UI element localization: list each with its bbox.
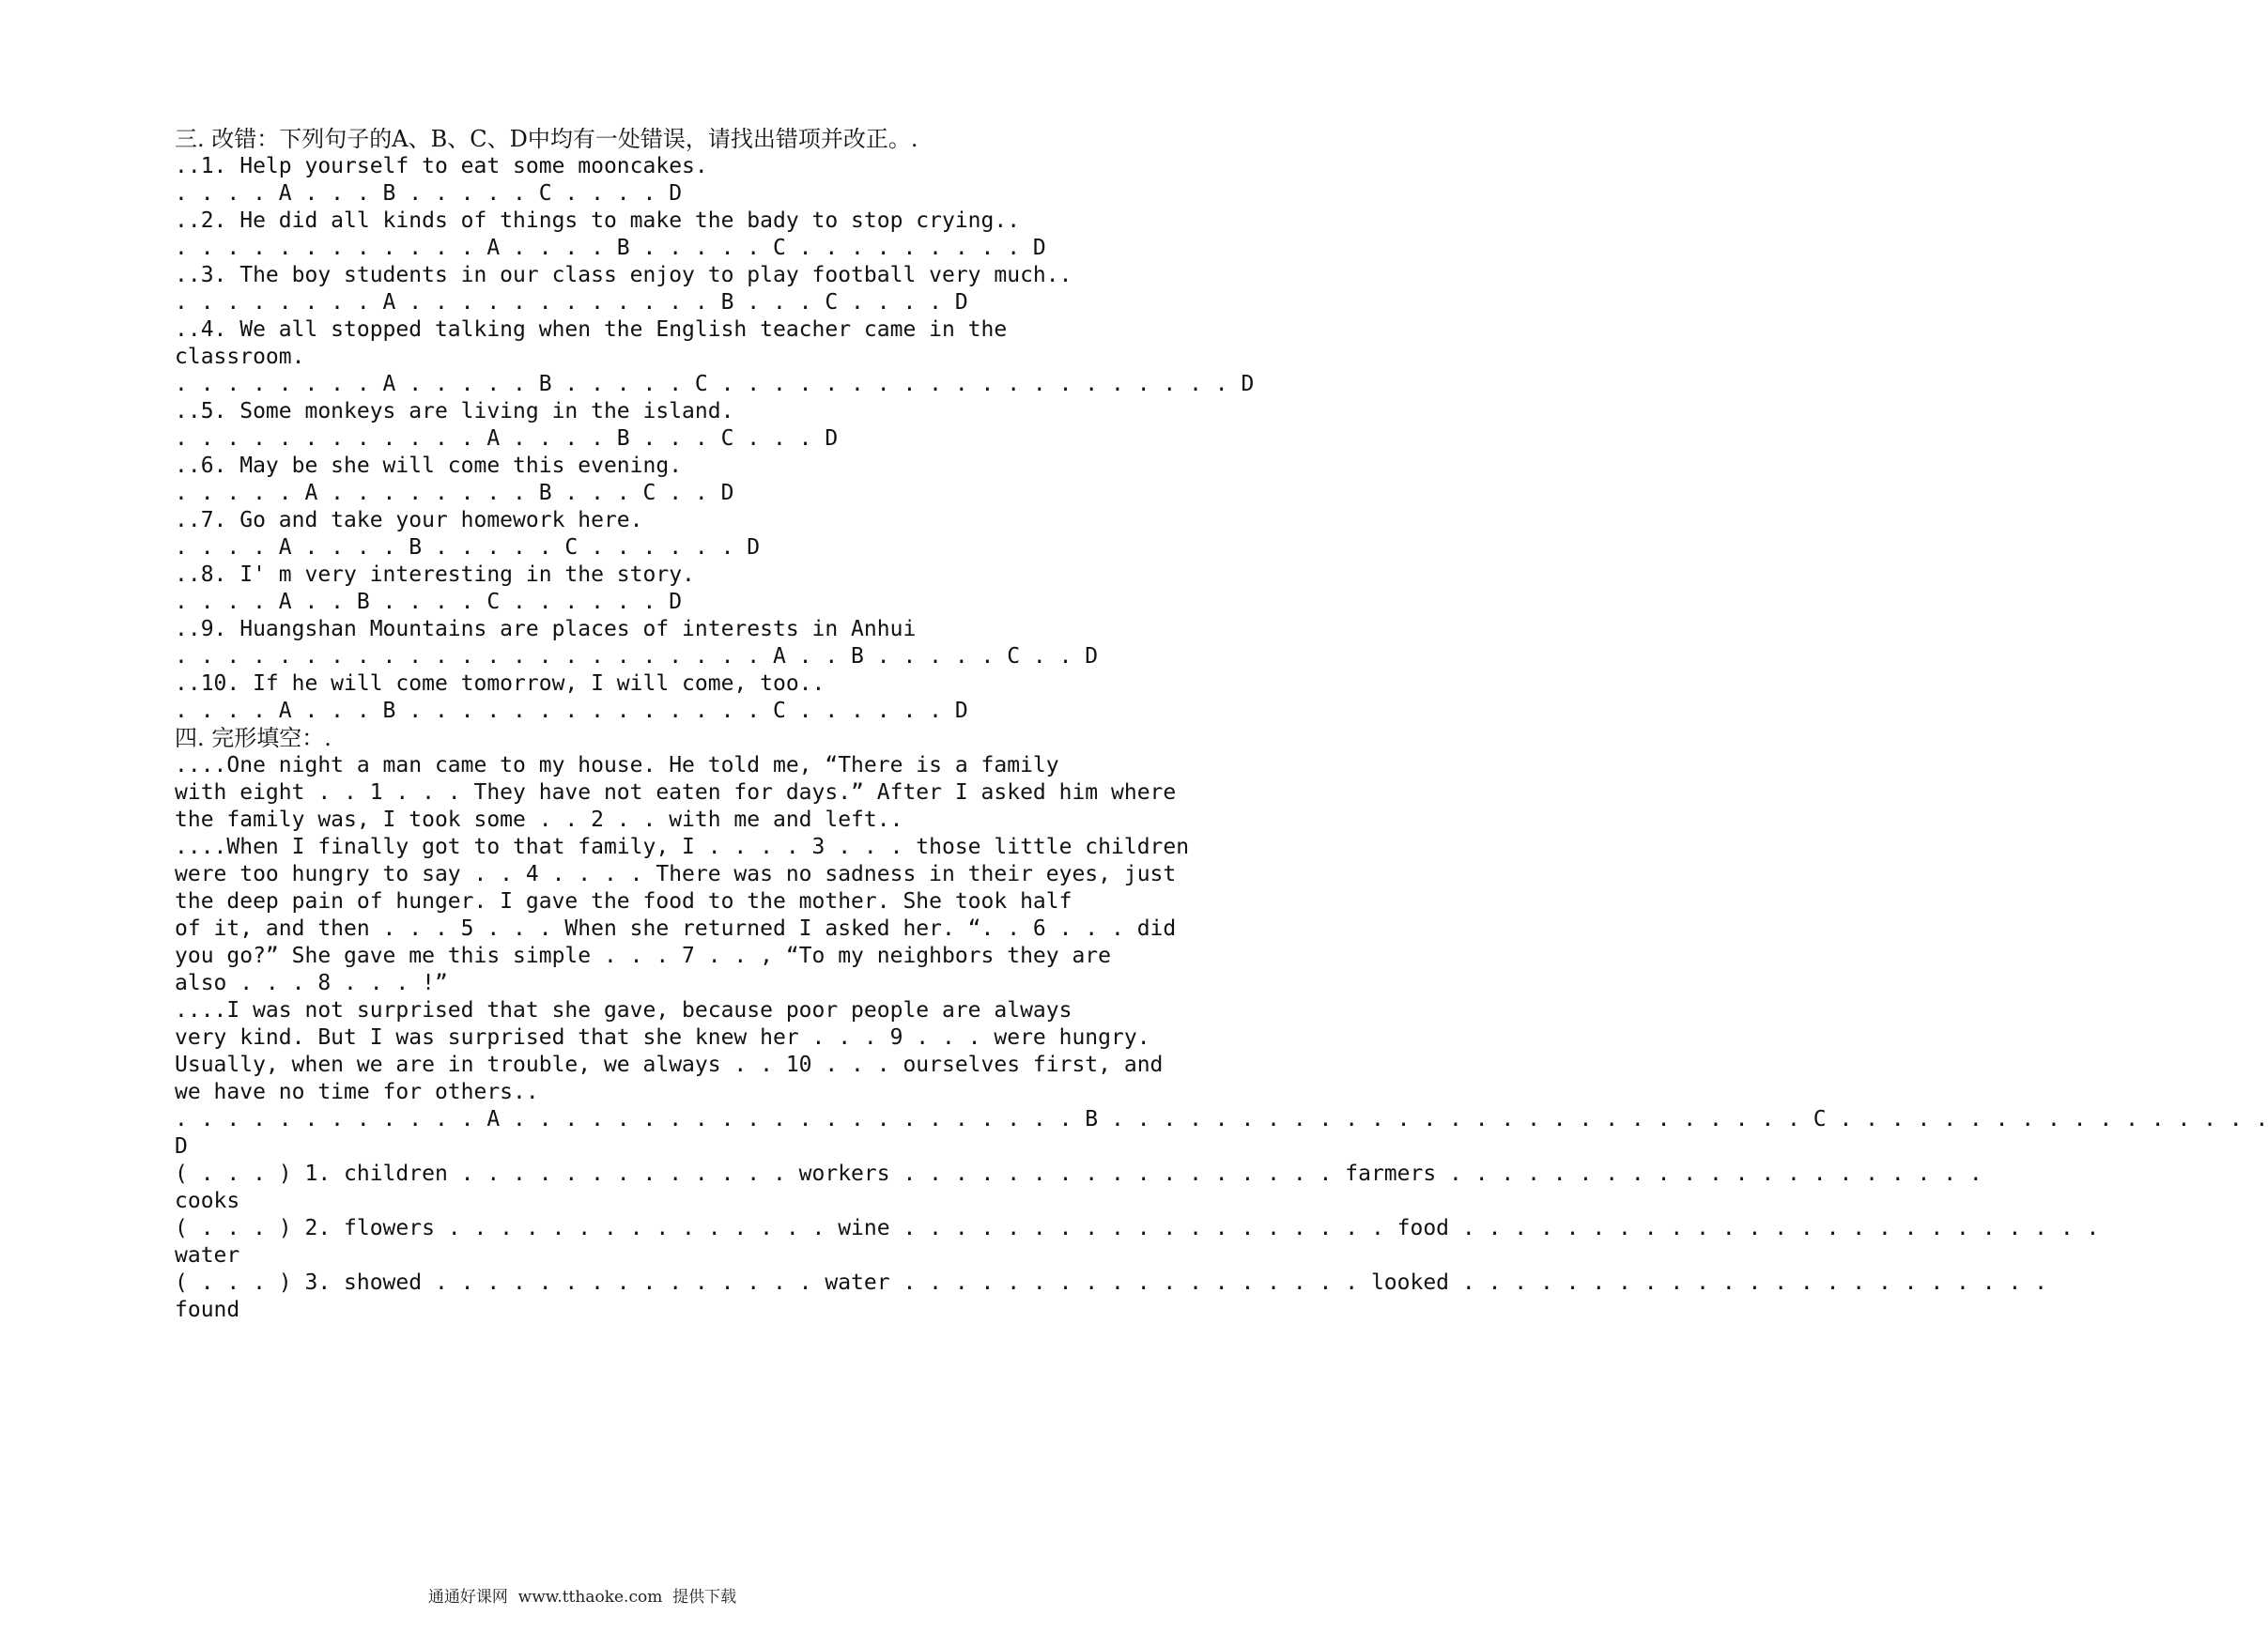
item-8-markers: . . . . A . . B . . . . C . . . . . . D [175,590,683,614]
passage-line-4: ....When I finally got to that family, I . . . . 3 . . . those little children [175,835,1190,859]
passage-line-6: the deep pain of hunger. I gave the food to the mother. She took half [175,889,1072,914]
item-4-sentence-continued: classroom. [175,345,305,369]
question-3-options: ( . . . ) 3. showed . . . . . . . . . . . . . . . water . . . . . . . . . . . . . . . . . . looked . . . . . . . . . . . . . . . . . . . . . . . [175,1270,2047,1295]
passage-line-12: Usually, when we are in trouble, we always . . 10 . . . ourselves first, and [175,1053,1164,1077]
item-2-markers: . . . . . . . . . . . . A . . . . B . . . . . C . . . . . . . . . D [175,236,1046,260]
item-10-markers: . . . . A . . . B . . . . . . . . . . . . . . C . . . . . . D [175,699,968,723]
passage-line-8: you go?” She gave me this simple . . . 7 . . , “To my neighbors they are [175,944,1111,968]
item-5-markers: . . . . . . . . . . . . A . . . . B . . . C . . . D [175,426,839,451]
item-2-sentence: ..2. He did all kinds of things to make the bady to stop crying.. [175,208,1021,233]
item-6-markers: . . . . . A . . . . . . . . B . . . C . . D [175,481,734,505]
item-7-sentence: ..7. Go and take your homework here. [175,508,643,532]
item-4-markers: . . . . . . . . A . . . . . B . . . . . C . . . . . . . . . . . . . . . . . . . . D [175,372,1255,396]
question-2-option-d: water [175,1243,240,1268]
item-5-sentence: ..5. Some monkeys are living in the island. [175,399,734,423]
passage-line-1: ....One night a man came to my house. He told me, “There is a family [175,753,1059,777]
question-1-options: ( . . . ) 1. children . . . . . . . . . . . . . workers . . . . . . . . . . . . . . . . . farmers . . . . . . . . . . . . . . . . . . . . . [175,1162,1983,1186]
item-1-sentence: ..1. Help yourself to eat some mooncakes. [175,154,708,178]
option-header-tail: D [175,1134,188,1159]
item-9-sentence: ..9. Huangshan Mountains are places of interests in Anhui [175,617,917,641]
passage-line-7: of it, and then . . . 5 . . . When she returned I asked her. “. . 6 . . . did [175,916,1177,941]
passage-line-5: were too hungry to say . . 4 . . . . There was no sadness in their eyes, just [175,862,1177,886]
item-3-sentence: ..3. The boy students in our class enjoy to play football very much.. [175,263,1072,287]
item-7-markers: . . . . A . . . . B . . . . . C . . . . . . D [175,535,761,560]
passage-line-10: ....I was not surprised that she gave, because poor people are always [175,998,1072,1023]
passage-line-2: with eight . . 1 . . . They have not eaten for days.” After I asked him where [175,780,1177,805]
item-1-markers: . . . . A . . . B . . . . . C . . . . D [175,181,683,206]
item-8-sentence: ..8. I' m very interesting in the story. [175,562,695,587]
item-10-sentence: ..10. If he will come tomorrow, I will come, too.. [175,671,825,696]
item-6-sentence: ..6. May be she will come this evening. [175,454,683,478]
passage-line-3: the family was, I took some . . 2 . . with me and left.. [175,808,903,832]
item-4-sentence: ..4. We all stopped talking when the English teacher came in the [175,317,1008,342]
item-3-markers: . . . . . . . . A . . . . . . . . . . . . B . . . C . . . . D [175,290,968,315]
option-header: . . . . . . . . . . . . A . . . . . . . . . . . . . . . . . . . . . . B . . . . . . . . . . . . . . . . . . . . . . . . . . . C . . . . . . . . . . . . . . . . . [175,1107,2268,1131]
question-2-options: ( . . . ) 2. flowers . . . . . . . . . . . . . . . wine . . . . . . . . . . . . . . . . . . . food . . . . . . . . . . . . . . . . . . . . . . . . . [175,1216,2100,1240]
passage-line-9: also . . . 8 . . . !” [175,971,448,995]
page-footer: 通通好课网 www.tthaoke.com 提供下载 [427,1588,737,1607]
section-4-heading: 四. 完形填空：. [175,725,332,751]
question-1-option-d: cooks [175,1189,240,1213]
section-3-heading: 三. 改错：下列句子的A、B、C、D中均有一处错误，请找出错项并改正。. [175,126,918,152]
item-9-markers: . . . . . . . . . . . . . . . . . . . . . . . A . . B . . . . . C . . D [175,644,1099,669]
question-3-option-d: found [175,1298,240,1322]
passage-line-11: very kind. But I was surprised that she knew her . . . 9 . . . were hungry. [175,1025,1150,1050]
passage-line-13: we have no time for others.. [175,1080,539,1104]
